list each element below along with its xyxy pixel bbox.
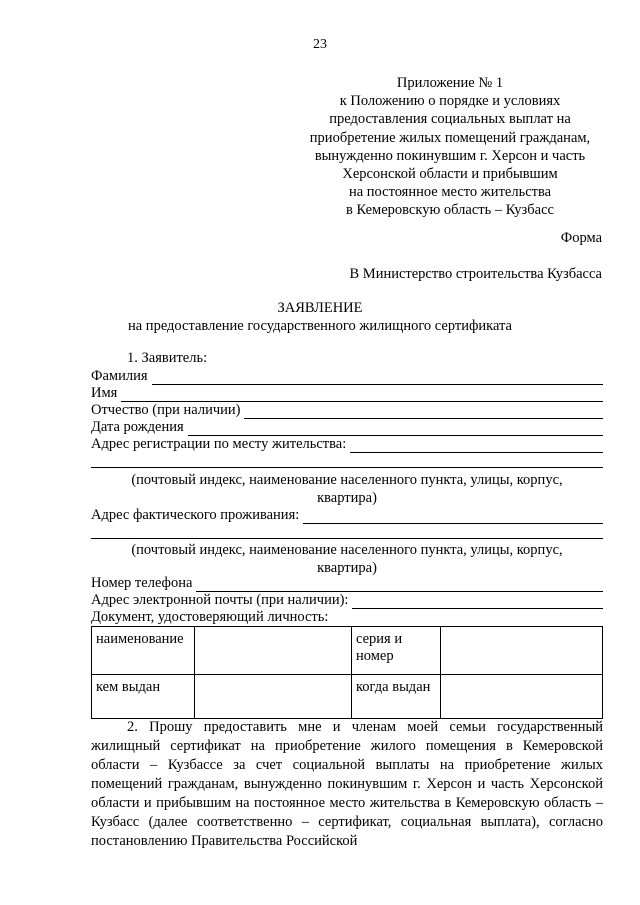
id-document-table [91, 626, 603, 719]
patronymic-field[interactable] [91, 402, 603, 419]
actual-address-label: Адрес фактического проживания: [91, 507, 300, 523]
name-line[interactable] [121, 388, 603, 402]
reg-address-hint [91, 472, 603, 507]
birth-date-line[interactable] [188, 422, 603, 436]
surname-field[interactable] [91, 368, 603, 385]
table-row [92, 675, 603, 719]
appendix-line: вынужденно покинувшим г. Херсон и часть [314, 147, 586, 164]
id-series-label: серия и [356, 631, 403, 647]
id-issuedwhen-label-cell [352, 675, 441, 719]
actual-address-line[interactable] [303, 510, 603, 524]
birth-date-field[interactable] [91, 419, 603, 436]
applicant-heading: 1. Заявитель: [127, 350, 208, 366]
id-series-label: номер [356, 648, 394, 664]
appendix-line: предоставления социальных выплат на [329, 111, 571, 128]
email-line[interactable] [352, 595, 603, 609]
document-title: ЗАЯВЛЕНИЕ [277, 300, 363, 316]
table-row [92, 627, 603, 675]
id-issuedwhen-label: когда выдан [356, 679, 431, 695]
patronymic-line[interactable] [244, 405, 603, 419]
recipient: В Министерство строительства Кузбасса [349, 266, 602, 282]
reg-address-label: Адрес регистрации по месту жительства: [91, 436, 347, 452]
id-document-heading [91, 609, 603, 626]
email-label: Адрес электронной почты (при наличии): [91, 592, 349, 608]
paragraph-2: 2. Прошу предоставить мне и членам моей семьи государственный жилищный сертификат на приобретение жилого помещения в Кемеровской области – Кузбассе за счет социальной выплаты на приобретение жилых помещений гражданам, вынужденно покинувшим г. Херсон и часть Херсонской области и прибывшим на постоянное место жительства в Кемеровскую область – Кузбасс (далее соответственно – сертификат, социальная выплата), согласно постановлению Правительства Российской [91, 719, 603, 849]
page-number: 23 [313, 37, 327, 52]
appendix-line: приобретение жилых помещений гражданам, [309, 129, 591, 146]
hint-line: (почтовый индекс, наименование населенного пункта, улицы, корпус, [131, 472, 563, 488]
id-issuedby-label-cell [92, 675, 195, 719]
phone-line[interactable] [196, 578, 603, 592]
appendix-line: на постоянное место жительства [348, 184, 552, 201]
actual-address-line-2[interactable] [91, 538, 603, 539]
email-field[interactable] [91, 592, 603, 609]
surname-line[interactable] [152, 371, 604, 385]
id-name-label-cell [92, 627, 195, 675]
id-document-label: Документ, удостоверяющий личность: [91, 609, 329, 625]
id-issuedwhen-value-cell[interactable] [441, 675, 603, 719]
hint-line: (почтовый индекс, наименование населенного пункта, улицы, корпус, [131, 542, 563, 558]
birth-date-label: Дата рождения [91, 419, 184, 435]
patronymic-label: Отчество (при наличии) [91, 402, 241, 418]
id-issuedby-value-cell[interactable] [195, 675, 352, 719]
reg-address-line[interactable] [350, 439, 603, 453]
appendix-line: Приложение № 1 [396, 75, 504, 91]
surname-label: Фамилия [91, 368, 148, 384]
id-series-label-cell [352, 627, 441, 675]
appendix-line: к Положению о порядке и условиях [339, 93, 561, 110]
id-series-value-cell[interactable] [441, 627, 603, 675]
appendix-line: Херсонской области и прибывшим [342, 166, 558, 183]
actual-address-hint [91, 542, 603, 577]
name-field[interactable] [91, 385, 603, 402]
document-title-block [0, 300, 640, 335]
appendix-line: в Кемеровскую область – Кузбасс [346, 202, 554, 219]
id-name-label: наименование [96, 631, 184, 647]
id-name-value-cell[interactable] [195, 627, 352, 675]
hint-line: квартира) [317, 559, 377, 576]
reg-address-field[interactable] [91, 436, 603, 453]
phone-field[interactable] [91, 575, 603, 592]
document-subtitle: на предоставление государственного жилищного сертификата [127, 317, 512, 334]
form-label: Форма [560, 230, 602, 246]
hint-line: квартира) [317, 489, 377, 506]
actual-address-field[interactable] [91, 507, 603, 524]
name-label: Имя [91, 385, 118, 401]
reg-address-line-2[interactable] [91, 467, 603, 468]
id-issuedby-label: кем выдан [96, 679, 161, 695]
appendix-header [300, 74, 600, 220]
phone-label: Номер телефона [91, 575, 193, 591]
